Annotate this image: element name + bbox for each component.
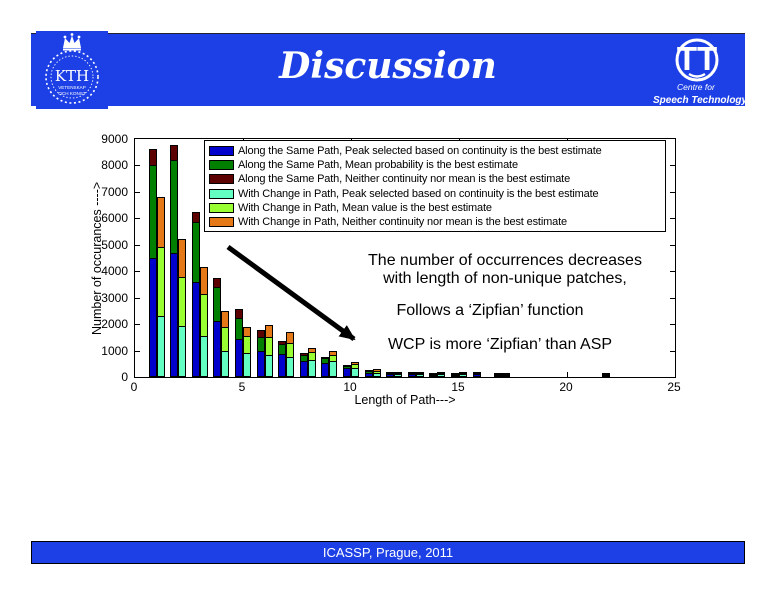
bar-segment [365,373,373,377]
y-tick-label: 6000 [101,211,128,226]
bar-segment [157,197,165,248]
bar-segment [437,374,445,377]
bar-segment [416,374,424,377]
bar-stack-asp [473,373,481,377]
bar-stack-wcp [416,373,424,377]
bar-segment [394,374,402,377]
bar-segment [459,374,467,377]
y-tick-mark [670,218,675,219]
y-tick-mark [135,192,140,193]
legend-swatch [209,160,234,170]
bar-pair-x13 [408,373,424,377]
x-axis-label: Length of Path---> [354,393,456,407]
legend-row [209,201,662,215]
bar-segment [429,375,437,377]
y-tick-mark [670,245,675,246]
y-tick-mark [135,324,140,325]
bar-segment [149,165,157,259]
bar-pair-x11 [365,370,381,377]
x-tick-label: 20 [559,380,573,394]
bar-segment [192,282,200,377]
y-tick-label: 3000 [101,290,128,305]
bar-stack-wcp [351,363,359,377]
y-tick-label: 5000 [101,237,128,252]
legend-swatch [209,146,234,156]
legend-row [209,158,662,172]
bar-segment [178,239,186,278]
bar-stack-asp [494,374,502,377]
y-tick-label: 7000 [101,184,128,199]
bar-segment [170,253,178,377]
bar-segment [602,375,610,377]
legend-row [209,215,662,229]
annotation-line2: with length of non-unique patches, [383,269,627,287]
bar-segment [200,336,208,377]
bar-segment [451,375,459,377]
bar-pair-x22 [602,374,618,377]
bar-stack-wcp [502,374,510,377]
bar-stack-wcp [200,268,208,377]
bar-stack-wcp [373,370,381,377]
bar-segment [408,374,416,377]
legend-swatch [209,174,234,184]
bar-segment [178,277,186,327]
bar-stack-asp [149,150,157,377]
bar-stack-asp [602,374,610,377]
legend-swatch [209,189,234,199]
bar-stack-asp [343,366,351,377]
bar-segment [308,360,316,377]
bar-segment [157,316,165,377]
x-tick-label: 10 [343,380,357,394]
kth-logo-sub1: VETENSKAP [58,85,86,90]
bar-segment [473,374,481,377]
y-tick-label: 4000 [101,264,128,279]
bar-pair-x16 [473,373,489,377]
annotation-occurrences [330,252,680,287]
bar-stack-asp [451,374,459,377]
bar-segment [200,294,208,337]
bar-stack-wcp [394,373,402,377]
bar-stack-wcp [437,373,445,377]
legend-row [209,172,662,186]
bar-segment [149,149,157,166]
bar-pair-x3 [192,213,208,377]
legend-label: Along the Same Path, Peak selected based on continuity is the best estimate [238,145,602,158]
legend-row [209,187,662,201]
annotation-zipfian: Follows a ‘Zipfian’ function [396,302,584,319]
y-tick-mark [135,245,140,246]
tt-line1: Centre for [677,82,715,92]
y-tick-label: 9000 [101,132,128,146]
bar-stack-asp [386,373,394,377]
y-tick-label: 2000 [101,317,128,332]
slide-title: Discussion [279,45,497,87]
annotation-wcp-asp: WCP is more ‘Zipfian’ than ASP [387,336,613,353]
x-tick-label: 15 [451,380,465,394]
kth-logo-text: KTH [54,67,90,85]
x-tick-label: 25 [667,380,681,394]
bar-segment [386,374,394,377]
bar-stack-asp [192,213,200,377]
header-band [31,33,745,106]
bar-stack-asp [429,374,437,377]
annotation-line1: The number of occurrences decreases [368,252,642,269]
bar-stack-asp [170,146,178,377]
y-tick-mark [135,298,140,299]
legend-label: With Change in Path, Neither continuity nor mean is the best estimate [238,216,567,229]
bar-stack-asp [408,373,416,377]
bar-pair-x12 [386,373,402,377]
bar-segment [170,145,178,161]
y-tick-mark [135,351,140,352]
y-tick-mark [670,324,675,325]
bar-segment [494,375,502,377]
bar-pair-x14 [429,373,445,377]
legend-swatch [209,203,234,213]
legend-label: With Change in Path, Mean value is the best estimate [238,201,492,214]
y-tick-label: 0 [121,370,128,384]
bar-segment [192,222,200,283]
y-tick-mark [670,165,675,166]
bar-pair-x10 [343,363,359,377]
y-tick-mark [670,192,675,193]
bar-stack-asp [321,358,329,377]
bar-segment [157,247,165,317]
bar-stack-wcp [157,198,165,377]
x-tick-mark [567,372,568,377]
x-tick-label: 5 [238,380,246,394]
bar-segment [373,373,381,377]
legend [204,140,666,232]
bar-segment [265,355,273,377]
bar-stack-asp [365,371,373,377]
y-tick-mark [135,218,140,219]
x-tick-label: 0 [130,380,138,394]
y-axis-label: Number of occurances ----> [90,181,104,335]
bar-pair-x2 [170,146,186,377]
bar-segment [502,375,510,377]
y-tick-label: 8000 [101,158,128,173]
tt-circle-icon [645,34,745,106]
y-tick-mark [135,271,140,272]
legend-label: Along the Same Path, Mean probability is the best estimate [238,159,518,172]
legend-row [209,144,662,158]
bar-segment [286,357,294,377]
bar-pair-x1 [149,150,165,377]
y-tick-mark [135,165,140,166]
bar-pair-x15 [451,373,467,377]
bar-segment [149,258,157,377]
y-tick-label: 1000 [101,343,128,358]
legend-swatch [209,217,234,227]
legend-label: Along the Same Path, Neither continuity nor mean is the best estimate [238,173,571,186]
bar-segment [329,361,337,377]
bar-pair-x17 [494,374,510,377]
bar-segment [200,267,208,295]
bar-segment [178,326,186,377]
legend-label: With Change in Path, Peak selected based on continuity is the best estimate [238,187,599,200]
tt-logo [645,34,745,106]
bar-segment [300,361,308,377]
bar-stack-wcp [178,240,186,377]
bar-segment [170,160,178,254]
y-tick-mark [670,298,675,299]
tt-monogram: TT [676,40,718,77]
kth-logo-sub2: OCH KONST [58,91,86,96]
footer-band: ICASSP, Prague, 2011 [31,541,745,564]
tt-line2: Speech Technology [653,95,745,106]
bar-stack-wcp [459,373,467,377]
bar-segment [351,368,359,377]
bar-segment [343,368,351,377]
bar-segment [321,363,329,377]
